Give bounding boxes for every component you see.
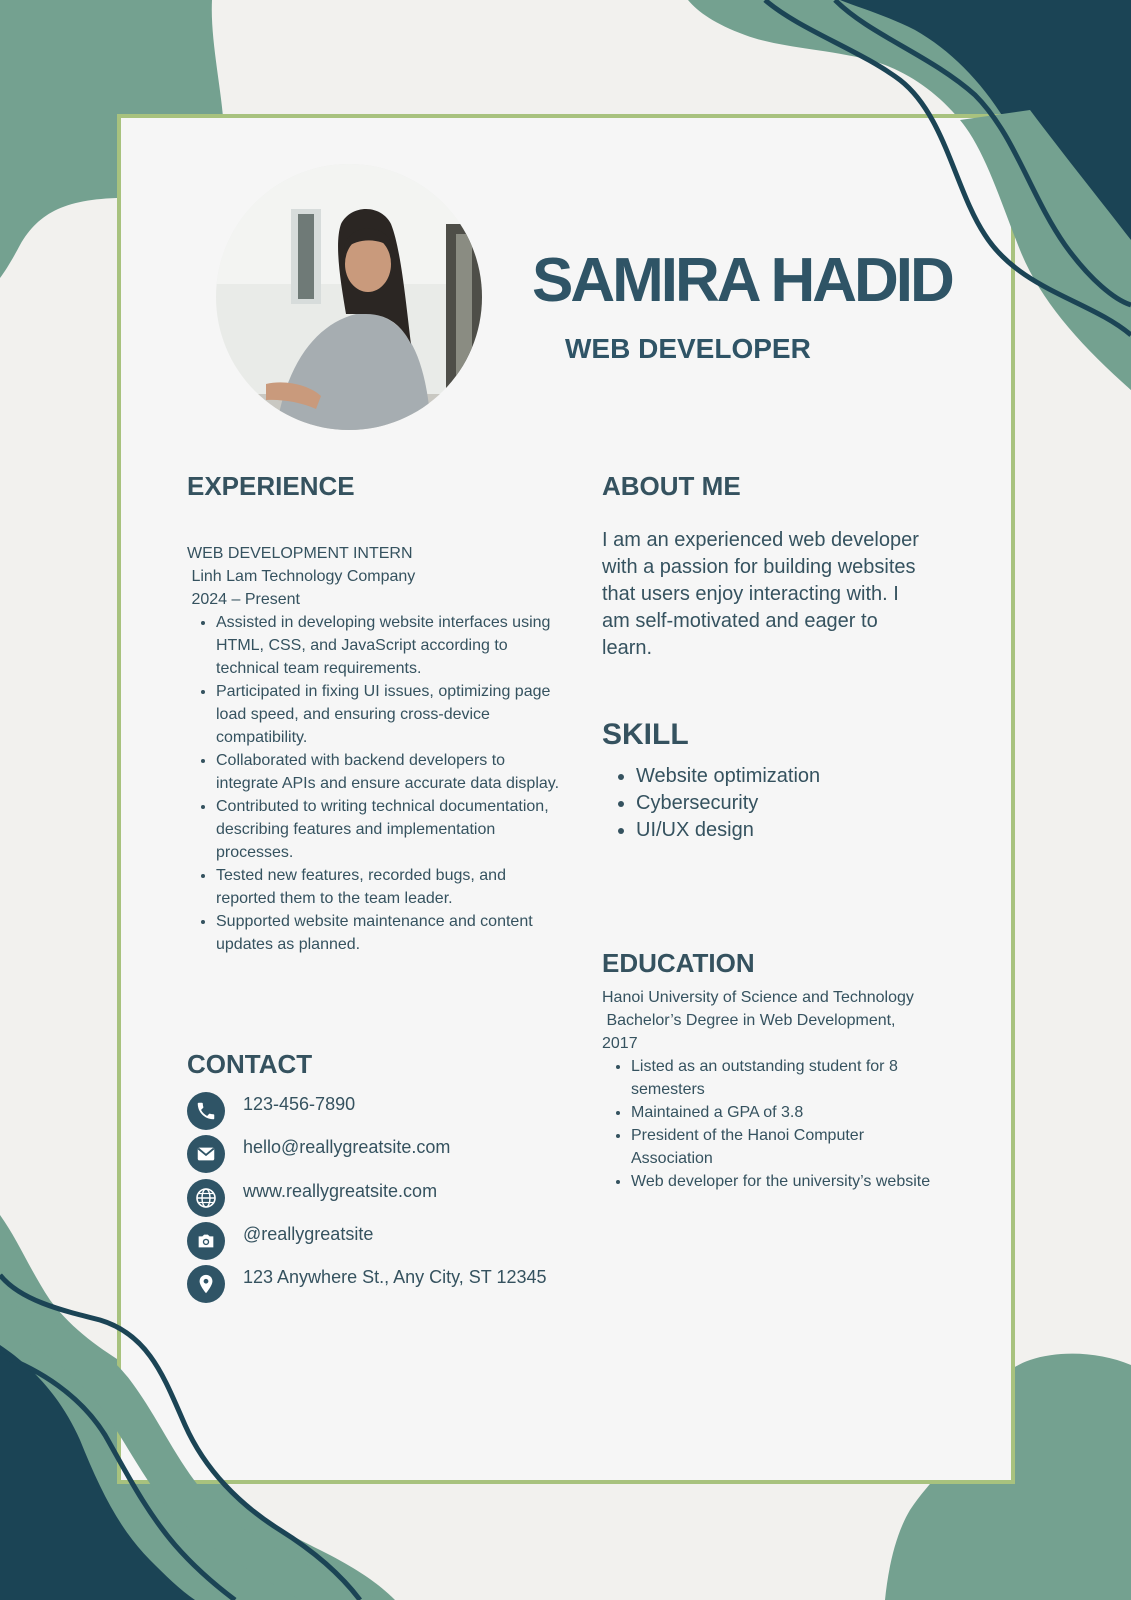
profile-photo (216, 164, 482, 430)
contact-address (187, 1265, 607, 1305)
education-heading: EDUCATION (602, 948, 755, 978)
list-item: • Participated in fixing UI issues, optimizing page load speed, and ensuring cross-device compatibility. (216, 680, 567, 749)
education-school: Hanoi University of Science and Technology (602, 989, 914, 1006)
education-degree: Bachelor’s Degree in Web Development, 2017 (602, 1012, 900, 1052)
experience-bullets (187, 611, 567, 956)
job-title: WEB DEVELOPER (565, 333, 811, 364)
list-item: • President of the Hanoi Computer Association (631, 1124, 932, 1170)
list-item: • Tested new features, recorded bugs, and reported them to the team leader. (216, 864, 567, 910)
contact-heading: CONTACT (187, 1049, 313, 1079)
phone-icon (187, 1092, 225, 1130)
list-item: • Supported website maintenance and content updates as planned. (216, 910, 567, 956)
candidate-name: SAMIRA HADID (532, 246, 952, 315)
list-item: • UI/UX design (636, 817, 820, 844)
list-item: • Cybersecurity (636, 790, 820, 817)
experience-company: Linh Lam Technology Company (187, 568, 416, 585)
location-pin-icon (187, 1265, 225, 1303)
experience-job-title: WEB DEVELOPMENT INTERN (187, 545, 413, 562)
about-heading: ABOUT ME (602, 471, 741, 501)
list-item: • Website optimization (636, 763, 820, 790)
list-item: • Web developer for the university’s website (631, 1170, 932, 1193)
email-icon (187, 1135, 225, 1173)
contact-social-text[interactable]: @reallygreatsite (243, 1224, 374, 1244)
education-section (602, 986, 932, 1193)
list-item: • Contributed to writing technical documentation, describing features and implementation processes. (216, 795, 567, 864)
education-bullets (602, 1055, 932, 1193)
skill-heading: SKILL (602, 718, 689, 751)
contact-phone-text: 123-456-7890 (243, 1094, 356, 1114)
camera-icon (187, 1222, 225, 1260)
experience-heading: EXPERIENCE (187, 471, 355, 501)
list-item: • Listed as an outstanding student for 8 semesters (631, 1055, 932, 1101)
contact-email-text[interactable]: hello@reallygreatsite.com (243, 1137, 451, 1157)
contact-phone (187, 1092, 607, 1132)
list-item: • Collaborated with backend developers to integrate APIs and ensure accurate data display. (216, 749, 567, 795)
experience-section (187, 542, 567, 956)
globe-icon (187, 1179, 225, 1217)
about-text: I am an experienced web developer with a passion for building websites that users enjoy interacting with. I am self-motivated and eager to learn. (602, 529, 919, 659)
contact-website-text[interactable]: www.reallygreatsite.com (243, 1181, 438, 1201)
contact-email (187, 1135, 607, 1175)
contact-website (187, 1179, 607, 1219)
contact-social (187, 1222, 607, 1262)
list-item: • Assisted in developing website interfaces using HTML, CSS, and JavaScript according to technical team requirements. (216, 611, 567, 680)
skill-section (608, 763, 820, 844)
contact-address-text: 123 Anywhere St., Any City, ST 12345 (243, 1267, 547, 1287)
list-item: • Maintained a GPA of 3.8 (631, 1101, 932, 1124)
skill-list (608, 763, 820, 844)
experience-period: 2024 – Present (187, 591, 300, 608)
